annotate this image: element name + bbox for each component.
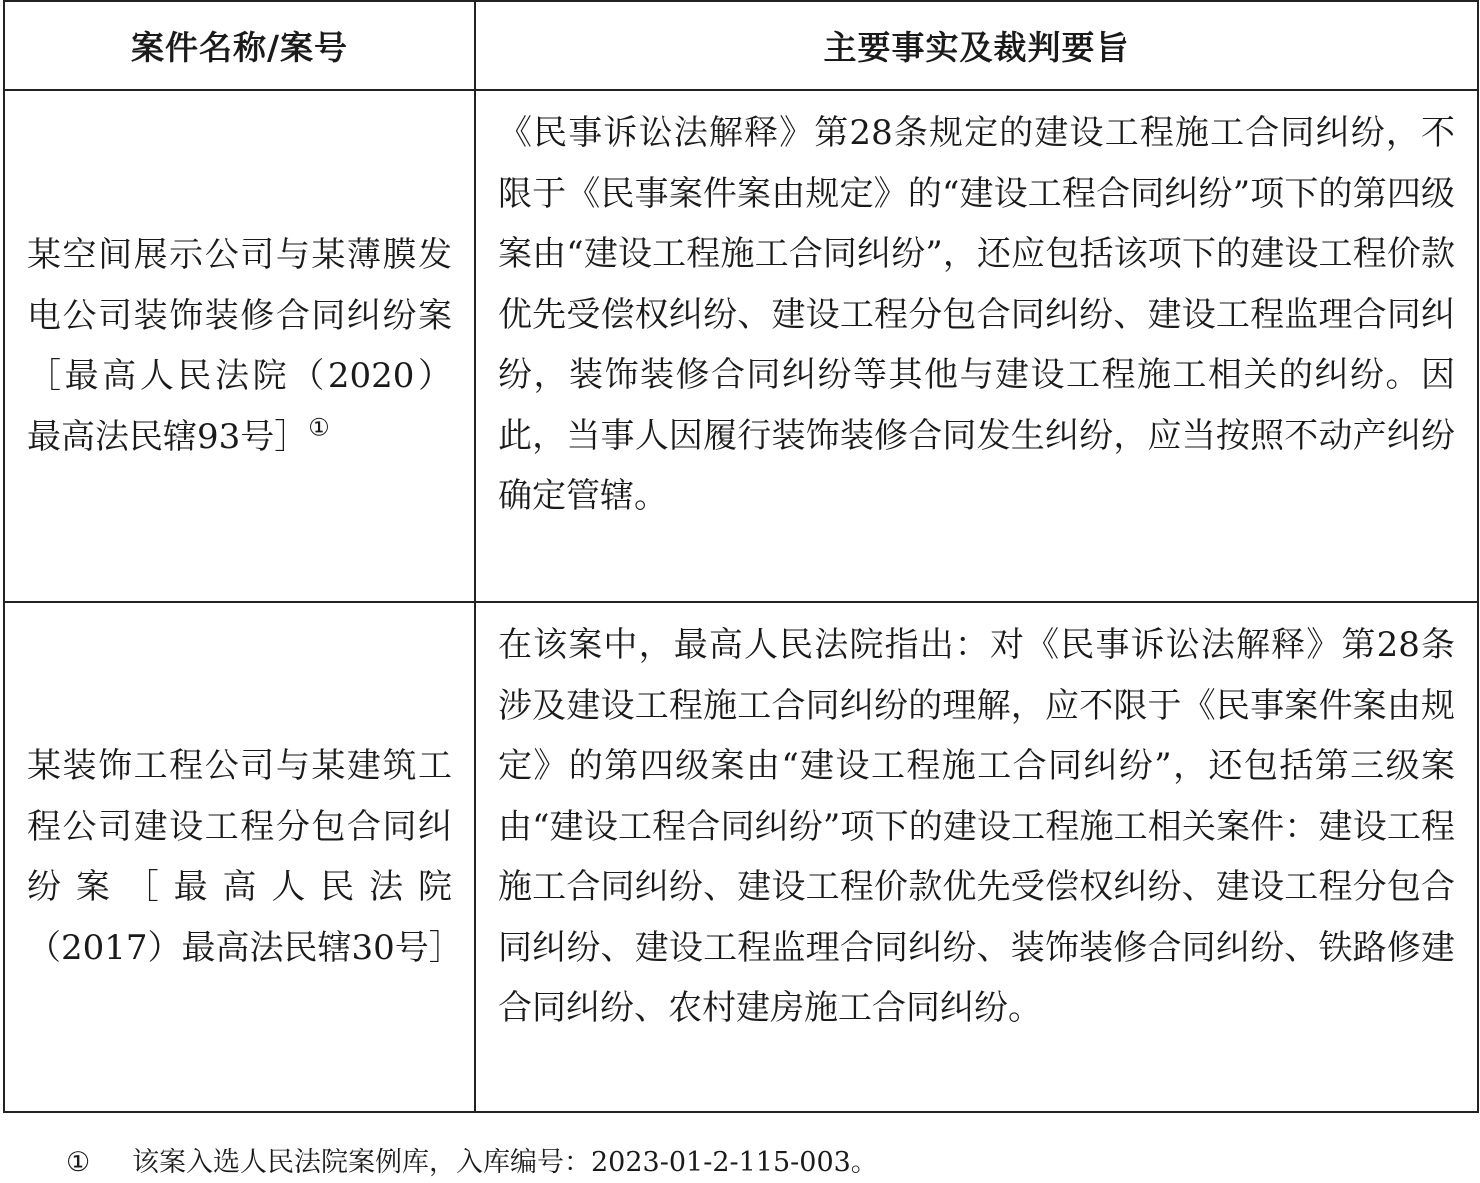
case-name: 某空间展示公司与某薄膜发电公司装饰装修合同纠纷案［最高人民法院（2020）最高法民辖93号］ — [27, 235, 452, 457]
case-facts-cell — [475, 602, 1478, 1112]
footnote — [66, 1143, 878, 1183]
footnote-number: ① — [66, 1147, 91, 1178]
case-facts: 《民事诉讼法解释》第28条规定的建设工程施工合同纠纷，不限于《民事案件案由规定》的“建设工程合同纠纷”项下的第四级案由“建设工程施工合同纠纷”，还应包括该项下的建设工程价款优先受偿权纠纷、建设工程分包合同纠纷、建设工程监理合同纠纷，装饰装修合同纠纷等其他与建设工程施工相关的纠纷。因此，当事人因履行装饰装修合同发生纠纷，应当按照不动产纠纷确定管辖。 — [498, 113, 1455, 516]
table-row — [4, 602, 1478, 1112]
table-header-row — [4, 1, 1478, 90]
case-table — [3, 0, 1479, 1113]
table-row — [4, 90, 1478, 602]
footnote-reference[interactable]: ① — [308, 413, 330, 442]
case-name: 某装饰工程公司与某建筑工程公司建设工程分包合同纠纷案［最高人民法院（2017）最高法民辖30号］ — [27, 746, 463, 968]
case-name-cell — [4, 90, 475, 602]
header-main-facts: 主要事实及裁判要旨 — [475, 1, 1478, 90]
header-case-name: 案件名称/案号 — [4, 1, 475, 90]
case-name-cell — [4, 602, 475, 1112]
case-facts: 在该案中，最高人民法院指出：对《民事诉讼法解释》第28条涉及建设工程施工合同纠纷的理解，应不限于《民事案件案由规定》的第四级案由“建设工程施工合同纠纷”，还包括第三级案由“建设工程合同纠纷”项下的建设工程施工相关案件：建设工程施工合同纠纷、建设工程价款优先受偿权纠纷、建设工程分包合同纠纷、建设工程监理合同纠纷、装饰装修合同纠纷、铁路修建合同纠纷、农村建房施工合同纠纷。 — [498, 625, 1455, 1028]
footnote-text: 该案入选人民法院案例库，入库编号：2023-01-2-115-003。 — [132, 1147, 878, 1178]
case-facts-cell — [475, 90, 1478, 602]
